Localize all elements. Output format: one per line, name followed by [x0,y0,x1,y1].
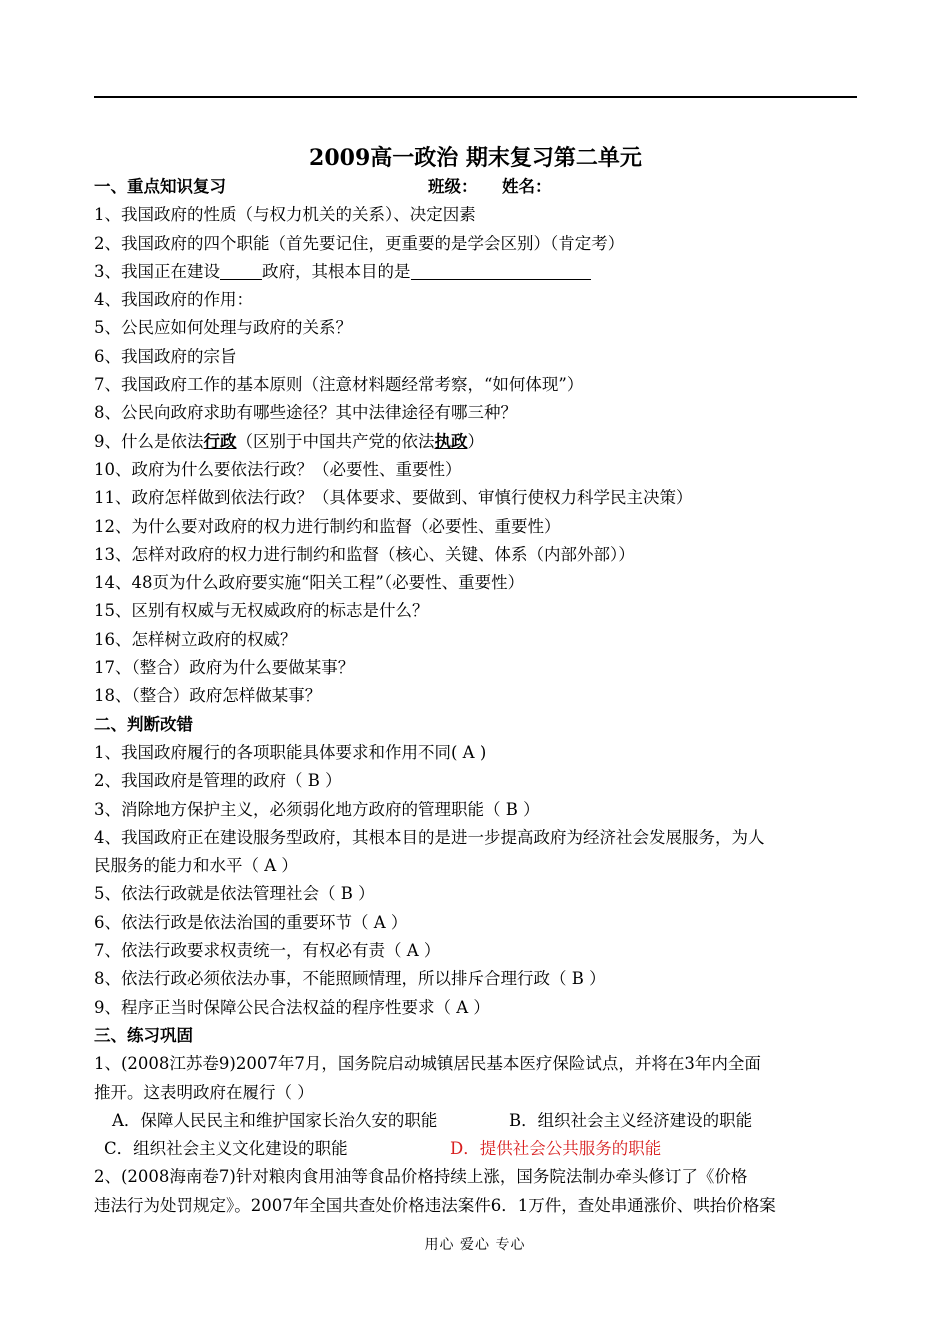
judgment-item: 3、消除地方保护主义，必须弱化地方政府的管理职能（ B ） [94,799,540,819]
page-title: 2009高一政治 期末复习第二单元 [309,145,642,171]
judgment-item-continued: 民服务的能力和水平（ A ） [94,856,298,876]
judgment-item: 6、依法行政是依法治国的重要环节（ A ） [94,912,408,932]
review-item: 9、什么是依法行政（区别于中国共产党的依法执政） [94,431,484,451]
judgment-item: 4、我国政府正在建设服务型政府，其根本目的是进一步提高政府为经济社会发展服务，为人 [94,827,765,847]
practice-question-continued: 推开。这表明政府在履行（ ） [94,1082,314,1102]
blank-line [411,261,591,280]
review-item-fill-blank: 3、我国正在建设 政府，其根本目的是 [94,258,857,286]
section-1-heading-line [94,173,857,201]
practice-question-continued: 违法行为处罚规定》。2007年全国共查处价格违法案件6．1万件，查处串通涨价、哄抬价格案 [94,1195,776,1215]
practice-question: 2、(2008海南卷7)针对粮肉食用油等食品价格持续上涨，国务院法制办牵头修订了《价格 [94,1167,748,1187]
option-d-correct: D．提供社会公共服务的职能 [450,1139,662,1159]
option-b: B．组织社会主义经济建设的职能 [509,1110,753,1130]
review-item: 7、我国政府工作的基本原则（注意材料题经常考察，“如何体现”） [94,375,584,395]
page-footer: 用心 爱心 专心 [424,1237,526,1253]
emphasis-text: 行政 [203,431,237,451]
answer-options-row [94,1135,857,1163]
practice-question: 1、(2008江苏卷9)2007年7月，国务院启动城镇居民基本医疗保险试点，并将在3年内全面 [94,1054,761,1074]
document-body [94,173,857,1220]
review-item: 12、为什么要对政府的权力进行制约和监督（必要性、重要性） [94,516,561,536]
review-item: 8、公民向政府求助有哪些途径？其中法律途径有哪三种？ [94,403,517,423]
review-item: 1、我国政府的性质（与权力机关的关系）、决定因素 [94,205,476,225]
review-item: 10、政府为什么要依法行政？（必要性、重要性） [94,459,462,479]
review-item: 13、怎样对政府的权力进行制约和监督（核心、关键、体系（内部外部）） [94,544,635,564]
review-item: 17、（整合）政府为什么要做某事？ [94,658,355,678]
name-label: 姓名： [502,177,552,196]
judgment-item: 7、依法行政要求权责统一，有权必有责（ A ） [94,941,441,961]
option-c: C．组织社会主义文化建设的职能 [104,1139,348,1159]
review-item: 2、我国政府的四个职能（首先要记住，更重要的是学会区别）（肯定考） [94,233,625,253]
blank-line [220,261,262,280]
section-2-heading: 二、判断改错 [94,714,193,734]
judgment-item: 9、程序正当时保障公民合法权益的程序性要求（ A ） [94,997,490,1017]
answer-options-row [94,1107,857,1135]
section-1-heading: 一、重点知识复习 [94,177,226,196]
class-label: 班级： [428,177,478,196]
header-rule [94,96,857,98]
judgment-item: 8、依法行政必须依法办事，不能照顾情理，所以排斥合理行政（ B ） [94,969,606,989]
review-item: 11、政府怎样做到依法行政？（具体要求、要做到、审慎行使权力科学民主决策） [94,488,693,508]
section-3-heading: 三、练习巩固 [94,1025,193,1045]
review-item: 16、怎样树立政府的权威？ [94,629,297,649]
review-item: 6、我国政府的宗旨 [94,346,237,366]
review-item: 4、我国政府的作用： [94,290,253,310]
emphasis-text: 执政 [434,431,468,451]
review-item: 15、区别有权威与无权威政府的标志是什么？ [94,601,429,621]
option-a: A．保障人民民主和维护国家长治久安的职能 [112,1110,438,1130]
judgment-item: 2、我国政府是管理的政府（ B ） [94,771,342,791]
review-item: 14、48页为什么政府要实施“阳关工程”（必要性、重要性） [94,573,525,593]
review-item: 18、（整合）政府怎样做某事？ [94,686,322,706]
judgment-item: 1、我国政府履行的各项职能具体要求和作用不同( A ) [94,742,487,762]
review-item: 5、公民应如何处理与政府的关系？ [94,318,352,338]
judgment-item: 5、依法行政就是依法管理社会（ B ） [94,884,375,904]
